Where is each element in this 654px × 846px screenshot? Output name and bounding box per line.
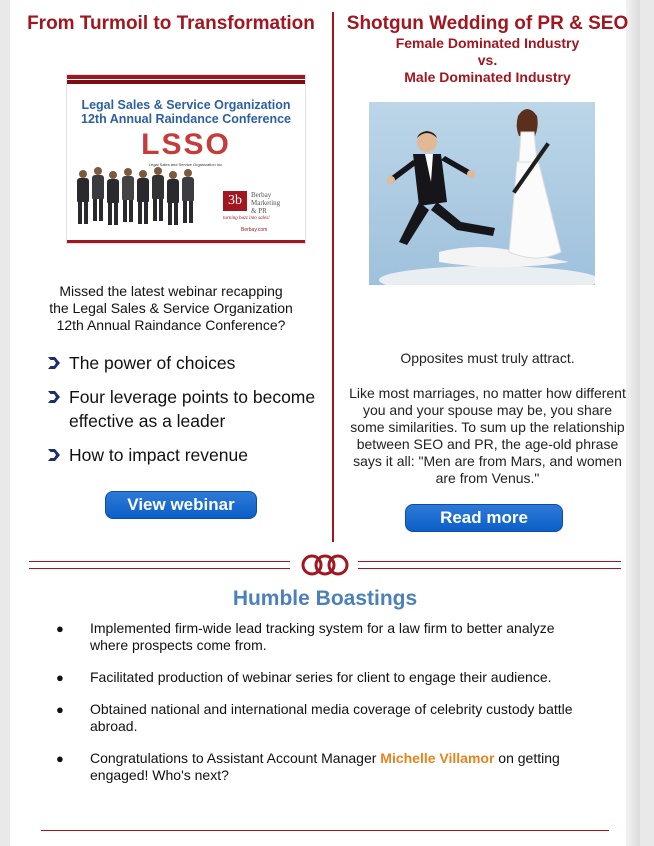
footer-divider: [41, 830, 609, 831]
image-header: Legal Sales & Service Organization 12th Annual Raindance Conference: [81, 98, 291, 126]
berbay-logo-mark: 3b: [223, 191, 247, 211]
section-divider-right: [358, 561, 621, 569]
bullet-arrow-icon: [46, 356, 62, 370]
list-item: ● Congratulations to Assistant Account Manager Michelle Villamor on getting engaged! Who's next?: [56, 750, 560, 783]
list-item: ● Implemented firm-wide lead tracking system for a law firm to better analyze where prospects come from.: [56, 620, 555, 653]
wedding-rings-icon: [300, 552, 350, 578]
left-article-caption: Missed the latest webinar recapping the Legal Sales & Service Organization 12th Annual Raindance Conference?: [49, 283, 293, 333]
list-item: The power of choices: [46, 351, 332, 375]
right-article-caption: Opposites must truly attract.: [400, 350, 575, 366]
list-item: Four leverage points to become effective as a leader: [46, 385, 332, 433]
humble-boastings-heading: Humble Boastings: [232, 587, 418, 610]
list-item: ● Obtained national and international media coverage of celebrity custody battle abroad.: [56, 701, 573, 734]
berbay-url: Berbay.com: [241, 227, 268, 233]
bullet-dot-icon: ●: [56, 670, 64, 685]
webinar-topics-list: [46, 351, 332, 477]
lsso-logo: LSSO: [141, 128, 231, 161]
bullet-dot-icon: ●: [56, 751, 64, 766]
berbay-tagline: turning buzz into sales!: [223, 216, 270, 221]
highlighted-name-link[interactable]: Michelle Villamor: [380, 750, 495, 766]
right-article-title: Shotgun Wedding of PR & SEO: [346, 13, 629, 34]
view-webinar-button[interactable]: View webinar: [105, 491, 257, 519]
shotgun-wedding-cake-topper-image[interactable]: [369, 102, 595, 285]
list-item: ● Facilitated production of webinar series for client to engage their audience.: [56, 669, 552, 685]
right-article-body: Like most marriages, no matter how different you and your spouse may be, you share some similarities. To sum up the relationship between SEO and PR, the age-old phrase says it all: "Men are from Mars, and women are from Venus.": [349, 385, 626, 486]
lsso-conference-image[interactable]: Legal Sales & Service Organization 12th Annual Raindance Conference LSSO Legal Sales and Service Organization Inc. 3b Berbay Marketing & PR turning buzz into sales! Berbay.com: [66, 74, 306, 244]
bullet-arrow-icon: [46, 448, 62, 462]
right-article-subtitle: Female Dominated Industry vs. Male Dominated Industry: [395, 35, 580, 85]
newsletter-page: [10, 0, 640, 846]
list-item: How to impact revenue: [46, 443, 332, 467]
section-divider-left: [29, 561, 290, 569]
bullet-dot-icon: ●: [56, 621, 64, 636]
read-more-button[interactable]: Read more: [405, 504, 563, 532]
left-article-title: From Turmoil to Transformation: [27, 13, 315, 34]
humble-boastings-list: [56, 620, 596, 799]
column-divider: [332, 12, 334, 542]
bullet-arrow-icon: [46, 390, 62, 404]
lsso-logo-subtitle: Legal Sales and Service Organization Inc.: [148, 162, 224, 167]
bullet-dot-icon: ●: [56, 702, 64, 717]
